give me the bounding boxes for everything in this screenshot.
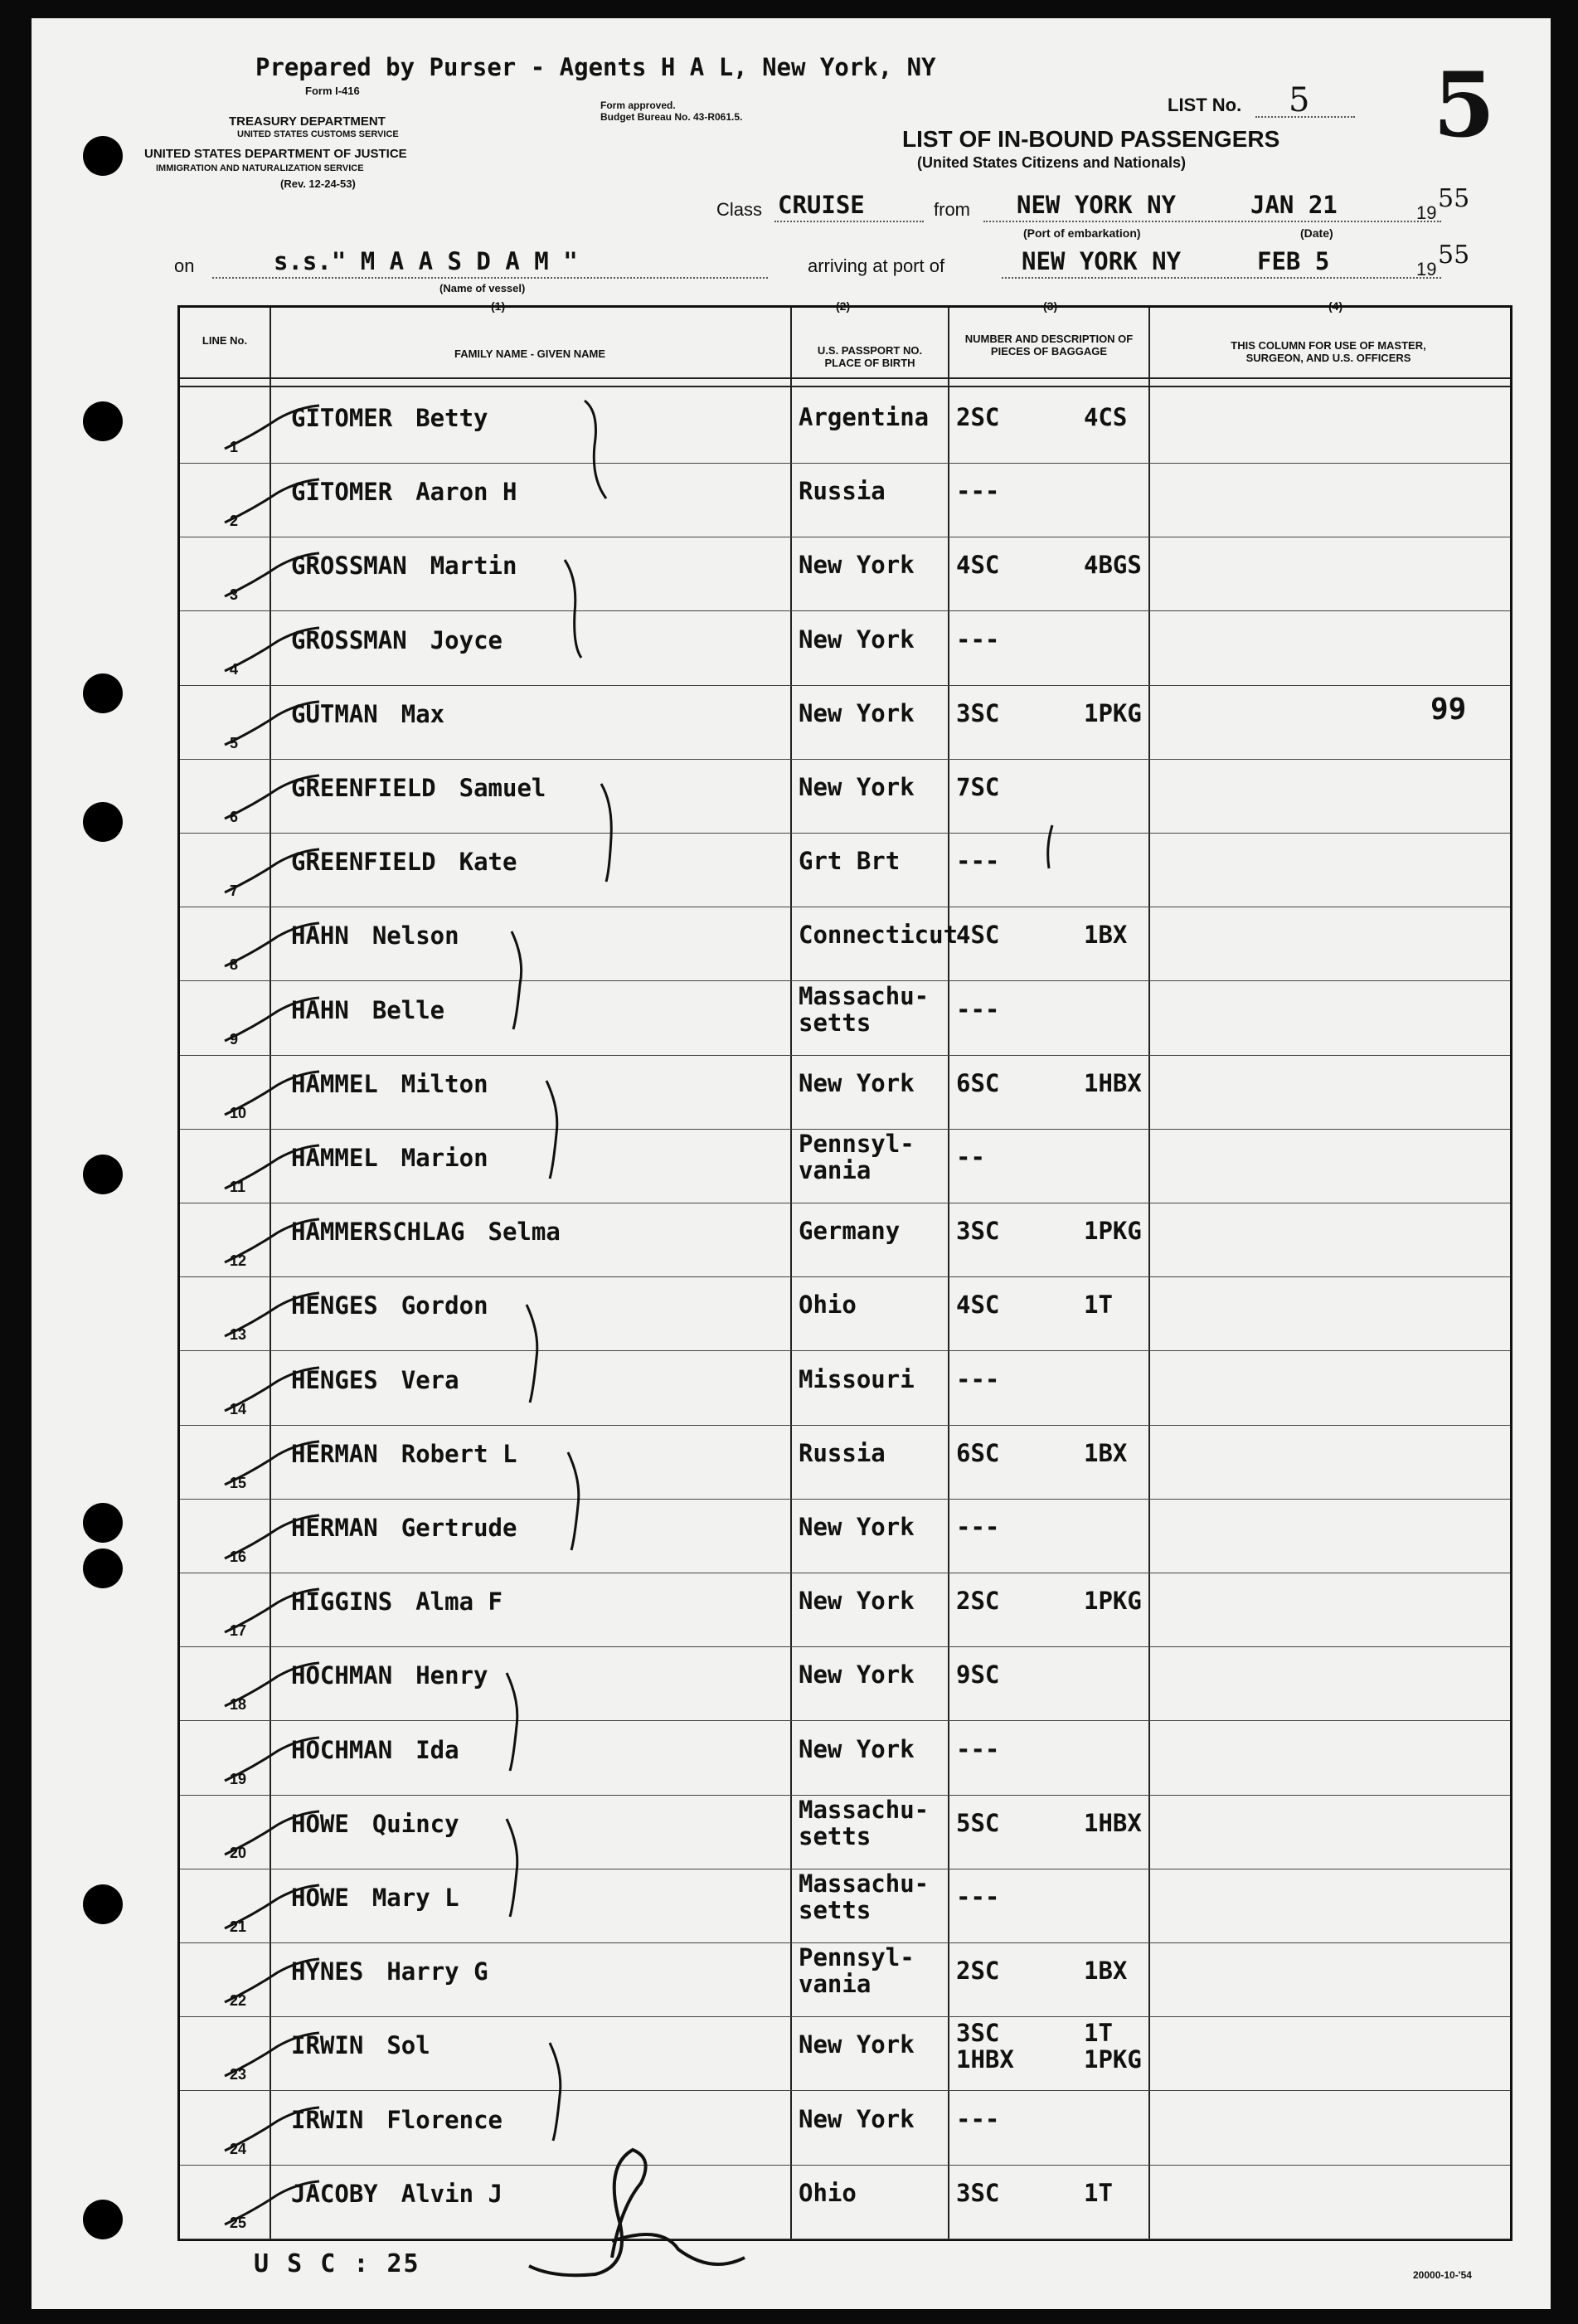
baggage-count: 4SC [956, 551, 1000, 580]
baggage-count: 3SC [956, 1217, 1000, 1246]
line-number: 15 [230, 1474, 247, 1491]
family-name: IRWIN [291, 2105, 364, 2134]
family-bracket [556, 555, 590, 663]
given-name: Harry G [386, 1957, 488, 1986]
table-row [180, 685, 1510, 760]
family-name: HOWE [291, 1884, 349, 1912]
line-number: 14 [230, 1400, 247, 1417]
column-number-2: (2) [836, 299, 851, 313]
arriving-line [1002, 277, 1441, 279]
passenger-name [291, 1514, 517, 1542]
passenger-name [291, 2106, 503, 2134]
passenger-table [177, 305, 1512, 2241]
family-name: HOWE [291, 1809, 349, 1838]
family-name: GUTMAN [291, 699, 378, 728]
family-name: HAHN [291, 921, 349, 951]
table-row [180, 1203, 1510, 1277]
place-of-birth: New York [799, 1068, 915, 1097]
family-name: GITOMER [291, 478, 393, 507]
from-year: 55 [1438, 184, 1470, 213]
family-bracket [503, 926, 537, 1034]
baggage-description: 1T 1PKG [1084, 2019, 1142, 2074]
from-date: JAN 21 [1250, 191, 1338, 219]
baggage-count: --- [956, 1513, 1000, 1541]
table-row [180, 981, 1510, 1056]
justice-department: UNITED STATES DEPARTMENT OF JUSTICE [144, 147, 407, 161]
class-line [774, 221, 924, 222]
family-name: HIGGINS [291, 1587, 393, 1617]
baggage-count: 3SC [956, 2178, 1000, 2207]
print-code: 20000-10-'54 [1413, 2269, 1472, 2281]
manifest-page [32, 18, 1551, 2309]
passenger-name [291, 1810, 459, 1838]
passenger-name [291, 404, 488, 432]
table-row [180, 463, 1510, 537]
baggage-count: 9SC [956, 1660, 1000, 1690]
place-of-birth: New York [799, 625, 915, 654]
baggage-count: 2SC [956, 1587, 1000, 1616]
baggage-count: -- [956, 1143, 985, 1171]
table-row [180, 389, 1510, 464]
passenger-name [291, 1736, 459, 1764]
given-name: Martin [430, 552, 517, 581]
baggage-count: --- [956, 1364, 1000, 1393]
table-row [180, 907, 1510, 981]
family-name: HENGES [291, 1365, 378, 1394]
list-title: LIST OF IN-BOUND PASSENGERS [902, 126, 1280, 152]
passenger-name [291, 700, 444, 728]
table-row [180, 1646, 1510, 1721]
table-row [180, 1129, 1510, 1203]
given-name: Joyce [430, 625, 503, 654]
baggage-description: 4BGS [1084, 551, 1142, 580]
vessel-name: s.s." M A A S D A M " [274, 247, 578, 275]
place-of-birth: Massachu- setts [799, 981, 930, 1037]
family-name: HYNES [291, 1957, 364, 1986]
baggage-description: 1T [1084, 1291, 1113, 1320]
family-name: GITOMER [291, 404, 393, 432]
arriving-date: FEB 5 [1257, 247, 1330, 275]
class-value: CRUISE [778, 191, 865, 219]
line-number: 3 [230, 586, 239, 604]
line-number: 1 [230, 439, 239, 455]
passenger-name [291, 921, 459, 950]
baggage-count: 2SC [956, 403, 1000, 431]
line-number: 12 [230, 1252, 247, 1270]
baggage-column-header: NUMBER AND DESCRIPTION OF PIECES OF BAGGAGE [964, 333, 1134, 357]
passenger-name [291, 996, 444, 1024]
family-name: GREENFIELD [291, 774, 436, 802]
baggage-count: --- [956, 1883, 1000, 1911]
baggage-count: --- [956, 847, 1000, 876]
line-no-header: LINE No. [201, 334, 248, 347]
line-number: 21 [230, 1918, 247, 1935]
table-row [180, 2165, 1510, 2239]
from-port: NEW YORK NY [1017, 191, 1177, 219]
place-of-birth: Grt Brt [799, 847, 901, 876]
table-row [180, 2016, 1510, 2091]
family-name: HAMMERSCHLAG [291, 1218, 465, 1247]
place-of-birth: Ohio [799, 1291, 857, 1320]
place-of-birth: Pennsyl- vania [799, 1943, 915, 1999]
line-number: 25 [230, 2214, 247, 2231]
line-number: 17 [230, 1622, 247, 1640]
baggage-description: 1BX [1084, 1438, 1128, 1467]
officer-signature [496, 2133, 844, 2299]
place-of-birth: New York [799, 773, 915, 801]
place-of-birth: Massachu- setts [799, 1869, 930, 1924]
table-row [180, 1795, 1510, 1869]
arrive-year-prefix: 19 [1416, 259, 1437, 280]
table-row [180, 1351, 1510, 1426]
table-row [180, 1573, 1510, 1647]
punch-hole [83, 136, 123, 176]
table-row [180, 611, 1510, 686]
baggage-description: 1HBX [1084, 1068, 1142, 1097]
given-name: Samuel [459, 774, 546, 802]
passenger-name [291, 626, 503, 654]
line-number: 5 [230, 734, 239, 751]
officers-column-header: THIS COLUMN FOR USE OF MASTER, SURGEON, AND U.S. OFFICERS [1231, 339, 1426, 364]
baggage-description: 1PKG [1084, 1217, 1142, 1246]
line-number: 18 [230, 1696, 247, 1714]
given-name: Vera [401, 1365, 459, 1394]
place-of-birth: New York [799, 1734, 915, 1763]
table-row [180, 833, 1510, 907]
family-name: GREENFIELD [291, 848, 436, 877]
treasury-department: TREASURY DEPARTMENT [229, 114, 386, 129]
line-number: 10 [230, 1104, 247, 1121]
place-of-birth: New York [799, 1660, 915, 1690]
table-row [180, 759, 1510, 834]
date-caption: (Date) [1300, 226, 1333, 240]
arrive-year: 55 [1438, 241, 1470, 270]
table-row [180, 1942, 1510, 2017]
family-name: HOCHMAN [291, 1661, 393, 1690]
header-rule [180, 377, 1510, 379]
given-name: Ida [415, 1735, 459, 1764]
customs-service: UNITED STATES CUSTOMS SERVICE [237, 129, 399, 139]
family-name: GROSSMAN [291, 625, 407, 654]
punch-hole [83, 673, 123, 713]
from-line [983, 221, 1441, 222]
punch-hole [83, 1549, 123, 1588]
baggage-count: 4SC [956, 921, 1000, 950]
line-number: 19 [230, 1770, 247, 1787]
passenger-name [291, 2180, 503, 2208]
baggage-count: 6SC [956, 1438, 1000, 1467]
given-name: Alma F [415, 1587, 503, 1617]
form-approved: Form approved. [600, 100, 676, 111]
table-row [180, 1425, 1510, 1500]
given-name: Gertrude [401, 1514, 517, 1542]
family-name: JACOBY [291, 2179, 378, 2208]
given-name: Henry [415, 1661, 488, 1690]
given-name: Milton [401, 1069, 488, 1098]
place-of-birth: Pennsyl- vania [799, 1130, 915, 1184]
family-bracket [538, 1076, 571, 1184]
passenger-name [291, 1884, 459, 1912]
baggage-count: 5SC [956, 1808, 1000, 1837]
baggage-count: 3SC 1HBX [956, 2019, 1014, 2074]
form-number: Form I-416 [305, 85, 360, 97]
place-of-birth: Russia [799, 1438, 886, 1467]
family-name: HAMMEL [291, 1069, 378, 1098]
baggage-count: --- [956, 2104, 1000, 2133]
baggage-count: 4SC [956, 1291, 1000, 1320]
family-bracket [498, 1668, 532, 1776]
immigration-service: IMMIGRATION AND NATURALIZATION SERVICE [156, 163, 364, 173]
passenger-name [291, 478, 517, 506]
line-number: 24 [230, 2140, 247, 2157]
place-of-birth: Connecticut [799, 921, 959, 950]
passenger-name [291, 774, 546, 802]
arriving-port: NEW YORK NY [1022, 247, 1182, 275]
given-name: Nelson [371, 921, 459, 951]
table-row [180, 1276, 1510, 1351]
place-of-birth: Missouri [799, 1364, 915, 1393]
given-name: Robert L [401, 1439, 517, 1468]
punch-hole [83, 1503, 123, 1543]
family-bracket [541, 2038, 575, 2146]
from-label: from [934, 199, 970, 220]
punch-hole [83, 2200, 123, 2239]
column-number-3: (3) [1043, 299, 1058, 313]
passenger-name [291, 848, 517, 876]
baggage-count: --- [956, 477, 1000, 506]
given-name: Selma [488, 1218, 561, 1247]
line-number: 6 [230, 809, 239, 825]
line-number: 20 [230, 1844, 247, 1861]
place-of-birth: Massachu- setts [799, 1795, 930, 1850]
revision: (Rev. 12-24-53) [280, 177, 356, 190]
line-number: 11 [230, 1179, 246, 1195]
place-of-birth: New York [799, 2104, 915, 2133]
place-of-birth: New York [799, 551, 915, 580]
place-of-birth: New York [799, 698, 915, 727]
table-row [180, 1499, 1510, 1573]
family-name: IRWIN [291, 2031, 364, 2060]
table-row [180, 2091, 1510, 2166]
family-bracket [498, 1814, 532, 1922]
family-bracket [578, 396, 611, 503]
punch-hole [83, 802, 123, 842]
table-row [180, 537, 1510, 611]
officer-note: 99 [1430, 692, 1467, 727]
given-name: Sol [386, 2031, 430, 2060]
given-name: Marion [401, 1144, 488, 1172]
punch-hole [83, 401, 123, 441]
family-name: HOCHMAN [291, 1735, 393, 1764]
place-of-birth: Argentina [799, 403, 930, 431]
passenger-name [291, 1957, 488, 1986]
column-number-1: (1) [491, 299, 506, 313]
baggage-count: 3SC [956, 698, 1000, 727]
given-name: Max [401, 699, 445, 728]
baggage-description: 1PKG [1084, 1587, 1142, 1616]
column-number-4: (4) [1328, 299, 1343, 313]
baggage-count: --- [956, 625, 1000, 654]
baggage-description: 1PKG [1084, 698, 1142, 727]
given-name: Alvin J [401, 2179, 503, 2208]
place-of-birth: Ohio [799, 2178, 857, 2207]
family-bracket [593, 779, 626, 887]
class-label: Class [716, 199, 763, 220]
line-number: 16 [230, 1549, 247, 1565]
arriving-label: arriving at port of [808, 255, 945, 276]
passenger-name [291, 552, 517, 580]
baggage-count: 2SC [956, 1957, 1000, 1986]
passenger-name [291, 1070, 488, 1098]
baggage-description: 1BX [1084, 921, 1128, 950]
family-name: HAHN [291, 995, 349, 1024]
line-number: 9 [230, 1030, 239, 1048]
line-number: 23 [230, 2066, 247, 2083]
given-name: Kate [459, 848, 517, 877]
given-name: Florence [386, 2105, 503, 2134]
place-of-birth: Russia [799, 477, 886, 506]
line-number: 8 [230, 956, 239, 974]
baggage-count: --- [956, 994, 1000, 1023]
table-row [180, 1869, 1510, 1943]
passenger-name [291, 1440, 517, 1468]
place-of-birth: Germany [799, 1217, 901, 1246]
given-name: Belle [371, 995, 445, 1024]
family-name: HERMAN [291, 1514, 378, 1542]
given-name: Betty [415, 404, 488, 432]
passenger-name [291, 1291, 488, 1320]
line-number: 2 [230, 513, 239, 530]
table-row [180, 1055, 1510, 1130]
given-name: Gordon [401, 1291, 488, 1320]
baggage-description: 4CS [1084, 403, 1128, 431]
list-subtitle: (United States Citizens and Nationals) [917, 154, 1187, 171]
family-name: GROSSMAN [291, 552, 407, 581]
family-bracket [560, 1447, 593, 1555]
given-name: Quincy [371, 1809, 459, 1838]
baggage-count: 6SC [956, 1068, 1000, 1097]
family-name: HERMAN [291, 1439, 378, 1468]
list-no-label: LIST No. [1168, 95, 1242, 115]
on-label: on [174, 255, 195, 276]
punch-hole [83, 1884, 123, 1924]
passport-column-header: U.S. PASSPORT NO. PLACE OF BIRTH [817, 344, 923, 369]
family-name: HAMMEL [291, 1144, 378, 1172]
line-number: 22 [230, 1992, 247, 2010]
passenger-name [291, 1218, 561, 1246]
given-name: Mary L [371, 1884, 459, 1912]
table-row [180, 1721, 1510, 1796]
big-list-number: 5 [1433, 53, 1496, 158]
passenger-name [291, 1661, 488, 1690]
family-bracket [518, 1300, 551, 1408]
handwritten-mark [1027, 822, 1069, 872]
place-of-birth: New York [799, 1513, 915, 1541]
baggage-description: 1T [1084, 2178, 1113, 2207]
from-year-prefix: 19 [1416, 202, 1437, 223]
passenger-name [291, 1587, 503, 1616]
baggage-description: 1BX [1084, 1957, 1128, 1986]
usc-total: U S C : 25 [254, 2249, 420, 2278]
passenger-name [291, 2031, 430, 2059]
baggage-description: 1HBX [1084, 1808, 1142, 1837]
header-rule [180, 386, 1510, 387]
place-of-birth: New York [799, 2030, 915, 2059]
port-embarkation-caption: (Port of embarkation) [1023, 226, 1141, 240]
baggage-count: 7SC [956, 773, 1000, 801]
passenger-name [291, 1144, 488, 1172]
family-name: HENGES [291, 1291, 378, 1320]
baggage-count: --- [956, 1734, 1000, 1763]
punch-hole [83, 1155, 123, 1194]
line-number: 13 [230, 1326, 247, 1344]
vessel-line [212, 277, 768, 279]
given-name: Aaron H [415, 478, 517, 507]
budget-bureau: Budget Bureau No. 43-R061.5. [600, 111, 743, 123]
line-number: 4 [230, 660, 239, 678]
place-of-birth: New York [799, 1587, 915, 1616]
prepared-by: Prepared by Purser - Agents H A L, New York, NY [255, 53, 936, 81]
name-column-header: FAMILY NAME - GIVEN NAME [454, 348, 606, 360]
line-number: 7 [230, 882, 239, 900]
vessel-caption: (Name of vessel) [439, 282, 526, 294]
passenger-name [291, 1366, 459, 1394]
list-no-value: 5 [1289, 81, 1310, 119]
